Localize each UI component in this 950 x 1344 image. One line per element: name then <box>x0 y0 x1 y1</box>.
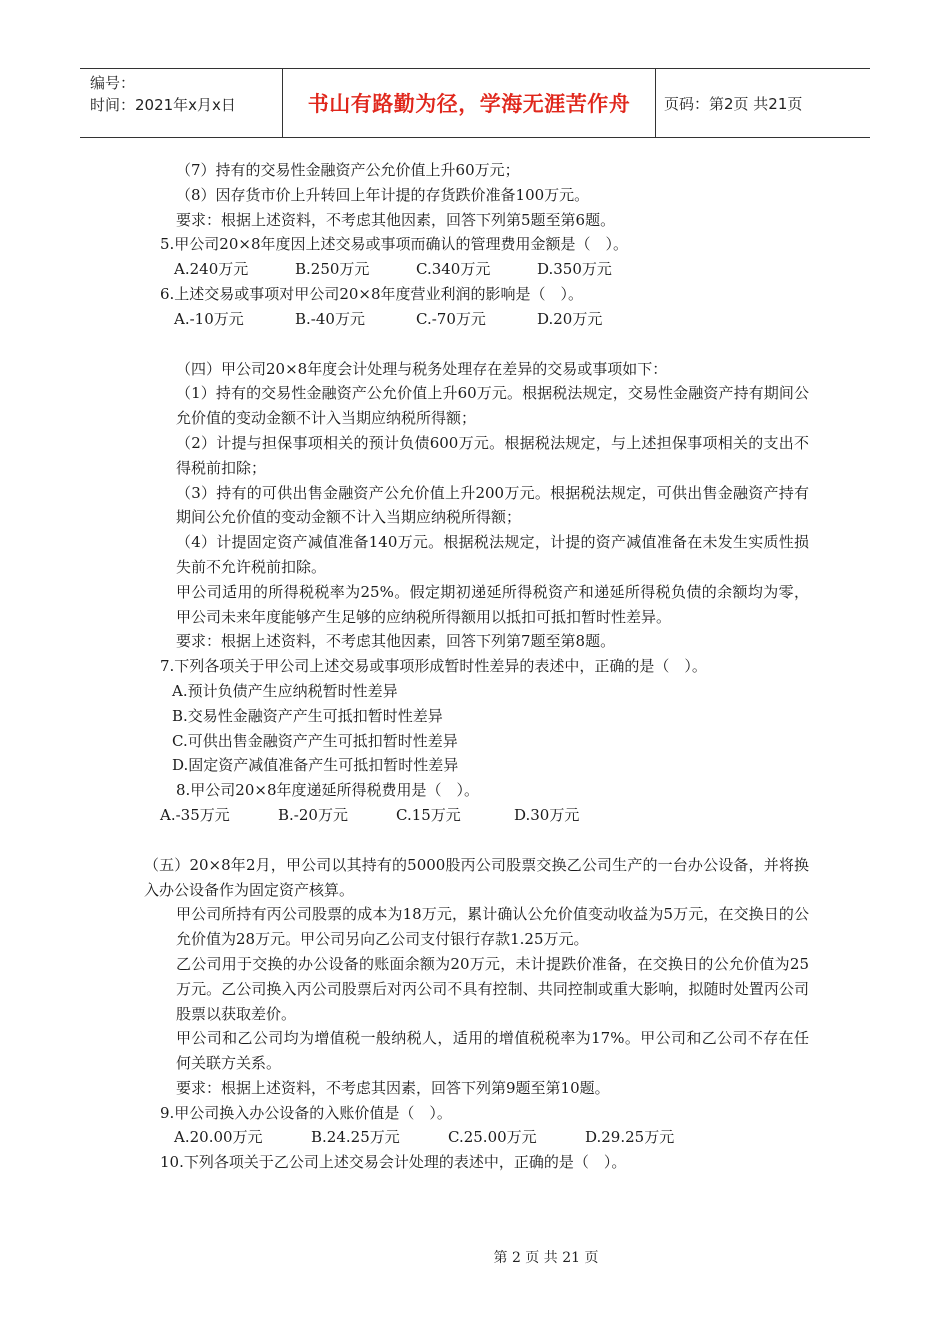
question-5-options <box>144 257 809 282</box>
section-4-tax-rate: 甲公司适用的所得税税率为25%。假定期初递延所得税资产和递延所得税负债的余额均为零，甲公司未来年度能够产生足够的应纳税所得额用以抵扣可抵扣暂时性差异。 <box>176 582 809 626</box>
section-4-item-3: （3）持有的可供出售金融资产公允价值上升200万元。根据税法规定，可供出售金融资产持有期间公允价值的变动金额不计入当期应纳税所得额； <box>176 483 809 527</box>
option-d: D.350万元 <box>537 260 612 279</box>
item-7: （7）持有的交易性金融资产公允价值上升60万元； <box>176 161 520 179</box>
option-d: D.30万元 <box>514 805 580 824</box>
option-c: C.340万元 <box>416 260 491 279</box>
header-meta <box>80 69 283 137</box>
question-6: 6.上述交易或事项对甲公司20×8年度营业利润的影响是（ ）。 <box>160 284 584 303</box>
document-time-label: 时间：2021年x月x日 <box>90 96 236 114</box>
question-7-option-c: C.可供出售金融资产产生可抵扣暂时性差异 <box>172 731 458 750</box>
option-a: A.-35万元 <box>160 805 230 824</box>
page-footer: 第 2 页 共 21 页 <box>493 1250 599 1266</box>
section-5-para-3: 甲公司和乙公司均为增值税一般纳税人，适用的增值税税率为17%。甲公司和乙公司不存在任何关联方关系。 <box>176 1029 809 1073</box>
section-4-title: （四）甲公司20×8年度会计处理与税务处理存在差异的交易或事项如下： <box>176 359 668 378</box>
requirement-9-10: 要求：根据上述资料，不考虑其因素，回答下列第9题至第10题。 <box>176 1078 610 1097</box>
option-c: C.-70万元 <box>416 309 486 328</box>
option-b: B.-40万元 <box>295 309 365 328</box>
question-8: 8.甲公司20×8年度递延所得税费用是（ ）。 <box>176 781 480 800</box>
option-b: B.250万元 <box>295 260 370 279</box>
page-header <box>80 68 870 138</box>
requirement-5-6: 要求：根据上述资料，不考虑其他因素，回答下列第5题至第6题。 <box>176 210 616 229</box>
section-4-item-4: （4）计提固定资产减值准备140万元。根据税法规定，计提的资产减值准备在未发生实质性损失前不允许税前扣除。 <box>176 533 809 576</box>
section-5-title: （五）20×8年2月，甲公司以其持有的5000股丙公司股票交换乙公司生产的一台办公设备，并将换入办公设备作为固定资产核算。 <box>144 855 809 899</box>
section-4-item-1: （1）持有的交易性金融资产公允价值上升60万元。根据税法规定，交易性金融资产持有期间公允价值的变动金额不计入当期应纳税所得额； <box>176 384 809 428</box>
option-c: C.25.00万元 <box>448 1128 537 1147</box>
question-5: 5.甲公司20×8年度因上述交易或事项而确认的管理费用金额是（ ）。 <box>160 235 629 254</box>
item-8: （8）因存货市价上升转回上年计提的存货跌价准备100万元。 <box>176 185 590 204</box>
option-b: B.24.25万元 <box>311 1128 400 1147</box>
option-a: A.240万元 <box>174 260 249 279</box>
question-9-options <box>144 1125 809 1150</box>
option-d: D.29.25万元 <box>585 1128 675 1147</box>
question-7-option-b: B.交易性金融资产产生可抵扣暂时性差异 <box>172 706 443 725</box>
question-10: 10.下列各项关于乙公司上述交易会计处理的表述中，正确的是（ ）。 <box>160 1153 627 1172</box>
option-a: A.-10万元 <box>174 309 244 328</box>
section-4-item-2: （2）计提与担保事项相关的预计负债600万元。根据税法规定，与上述担保事项相关的支出不得税前扣除； <box>176 433 809 477</box>
section-5-para-2: 乙公司用于交换的办公设备的账面余额为20万元，未计提跌价准备，在交换日的公允价值为25万元。乙公司换入丙公司股票后对丙公司不具有控制、共同控制或重大影响，拟随时处置丙公司股票以获取差价。 <box>176 954 809 1023</box>
requirement-7-8: 要求：根据上述资料，不考虑其他因素，回答下列第7题至第8题。 <box>176 632 616 651</box>
document-number-label: 编号： <box>90 74 136 92</box>
option-c: C.15万元 <box>396 805 461 824</box>
option-d: D.20万元 <box>537 309 603 328</box>
document-body <box>144 158 809 1175</box>
option-b: B.-20万元 <box>278 805 348 824</box>
question-7: 7.下列各项关于甲公司上述交易或事项形成暂时性差异的表述中，正确的是（ ）。 <box>160 657 707 676</box>
option-a: A.20.00万元 <box>174 1128 263 1147</box>
section-5-para-1: 甲公司所持有丙公司股票的成本为18万元，累计确认公允价值变动收益为5万元，在交换日的公允价值为28万元。甲公司另向乙公司支付银行存款1.25万元。 <box>176 905 809 949</box>
question-8-options <box>144 803 809 828</box>
question-7-option-a: A.预计负债产生应纳税暂时性差异 <box>172 681 398 700</box>
question-7-option-d: D.固定资产减值准备产生可抵扣暂时性差异 <box>172 756 459 775</box>
header-motto: 书山有路勤为径，学海无涯苦作舟 <box>283 69 656 137</box>
header-page-info: 页码：第2页 共21页 <box>664 94 803 113</box>
question-6-options <box>144 307 809 332</box>
question-9: 9.甲公司换入办公设备的入账价值是（ ）。 <box>160 1103 452 1122</box>
